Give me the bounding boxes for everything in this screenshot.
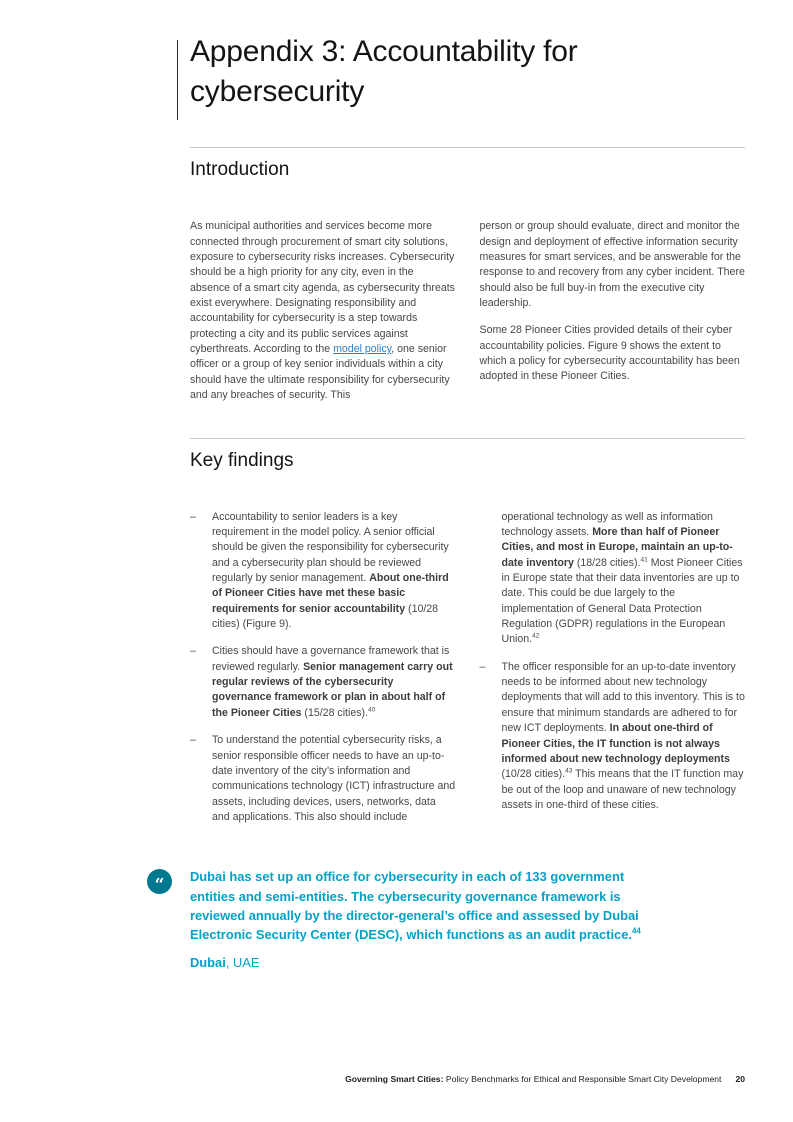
text-segment: Dubai has set up an office for cybersecurity in each of 133 government entities and semi-entities. The cybersecurity governance framework is reviewed annually by the director-general’s office and assessed by Dubai Electronic Security Center (DESC), which functions as an audit practice. bbox=[190, 869, 639, 943]
intro-left-column bbox=[190, 219, 456, 415]
footer-page-number: 20 bbox=[735, 1074, 745, 1084]
footnote-ref: 40 bbox=[368, 706, 376, 714]
footer-title-bold: Governing Smart Cities: bbox=[345, 1074, 444, 1084]
text-segment: (18/28 cities). bbox=[573, 556, 641, 569]
footnote-ref: 41 bbox=[640, 556, 648, 564]
dash-bullet: – bbox=[190, 510, 196, 523]
item-text bbox=[212, 510, 456, 633]
text-segment: Cities should have a governance framework that is reviewed regularly. bbox=[212, 645, 450, 673]
item-text bbox=[212, 733, 456, 825]
key-findings-section bbox=[190, 438, 745, 838]
title-accent-rule bbox=[177, 40, 178, 120]
intro-paragraph bbox=[190, 219, 456, 403]
key-findings-item bbox=[190, 510, 456, 633]
text-segment: As municipal authorities and services become more connected through procurement of smart city solutions, exposure to cybersecurity risks increases. Cybersecurity should be a high priority for any city, even in the absence of a smart city agenda, as cybersecurity threats exist everywhere. Designating responsibility and accountability for cybersecurity is a step towards protecting a city and its public services against cyberthreats. According to the bbox=[190, 220, 455, 356]
text-segment: Senior management carry out regular reviews of the cybersecurity governance framework or plan in about half of the Pioneer Cities bbox=[212, 660, 453, 719]
intro-right-column bbox=[480, 219, 746, 415]
intro-paragraph: person or group should evaluate, direct and monitor the design and deployment of effective information security measures for smart services, and be answerable for the response to and recovery from any cyber incident. There should also be full buy-in from the executive city leadership. bbox=[479, 220, 745, 309]
text-segment: (15/28 cities). bbox=[301, 706, 369, 719]
key-findings-columns bbox=[190, 510, 745, 838]
item-continuation-text bbox=[480, 510, 746, 648]
key-findings-item bbox=[480, 660, 746, 814]
text-segment: To understand the potential cybersecurity risks, a senior responsible officer needs to have an up-to-date inventory of the city’s information and communications technology (ICT) infrastructure and assets, including devices, users, networks, data and applications. This also should include bbox=[212, 734, 456, 823]
key-findings-item bbox=[190, 644, 456, 721]
page-title-line2: cybersecurity bbox=[190, 74, 365, 108]
quote-city: Dubai bbox=[190, 954, 226, 970]
page-title-line1: Appendix 3: Accountability for bbox=[190, 35, 578, 68]
text-segment: The officer responsible for an up-to-date inventory needs to be informed about new technology deployments that will add to this inventory. This is to ensure that minimum standards are adhered to for new ICT deployments. bbox=[501, 660, 745, 735]
dash-bullet: – bbox=[479, 660, 486, 673]
key-findings-item bbox=[190, 733, 456, 825]
key-findings-right-column bbox=[480, 510, 746, 838]
text-segment: More than half of Pioneer Cities, and most in Europe, maintain an up-to-date inventory bbox=[501, 525, 733, 569]
footer-title-rest: Policy Benchmarks for Ethical and Responsible Smart City Development bbox=[443, 1074, 722, 1084]
text-segment: operational technology as well as information technology assets. bbox=[501, 510, 713, 538]
intro-paragraph: Some 28 Pioneer Cities provided details of their cyber accountability policies. Figure 9 shows the extent to which a policy for cybersecurity accountability has been adopted in these Pioneer Cities. bbox=[479, 324, 740, 383]
quote-text bbox=[190, 867, 662, 944]
dash-bullet: – bbox=[190, 734, 196, 747]
model-policy-link[interactable]: model policy bbox=[333, 343, 392, 356]
footnote-ref: 42 bbox=[532, 632, 540, 640]
dash-bullet: – bbox=[190, 645, 196, 658]
text-segment: Accountability to senior leaders is a key requirement in the model policy. A senior official should be given the responsibility for cybersecurity and a cybersecurity plan should be reviewed regularly by senior management. bbox=[212, 510, 449, 584]
text-segment: In about one-third of Pioneer Cities, the IT function is not always informed about new technology deployments bbox=[501, 722, 730, 765]
quote-country: , UAE bbox=[225, 954, 260, 970]
text-segment: (10/28 cities). bbox=[501, 768, 566, 781]
key-findings-left-column bbox=[190, 510, 456, 838]
text-segment: , one senior officer or a group of key senior individuals within a city should have the ultimate responsibility for cybersecurity and any breaches of security. This bbox=[190, 343, 450, 402]
text-segment: (10/28 cities) (Figure 9). bbox=[212, 602, 439, 631]
introduction-heading: Introduction bbox=[190, 159, 290, 181]
text-segment: This means that the IT function may be out of the loop and unaware of new technology assets in one-third of these cities. bbox=[501, 768, 744, 811]
pull-quote bbox=[154, 867, 745, 970]
footnote-ref: 43 bbox=[565, 767, 573, 775]
section-rule bbox=[190, 438, 745, 439]
text-segment: About one-third of Pioneer Cities have met these basic requirements for senior accountability bbox=[212, 571, 449, 615]
introduction-section bbox=[190, 147, 745, 415]
page-title bbox=[190, 32, 745, 111]
item-text bbox=[212, 644, 456, 721]
title-block bbox=[190, 32, 745, 111]
intro-columns bbox=[190, 219, 745, 415]
item-text bbox=[502, 660, 746, 814]
section-rule bbox=[190, 147, 745, 148]
footnote-ref: 44 bbox=[631, 927, 641, 937]
text-segment: Most Pioneer Cities in Europe state that their data inventories are up to date. This could be due largely to the implementation of General Data Protection Regulation (GDPR) regulations in the European Union. bbox=[501, 556, 743, 646]
quote-icon: “ bbox=[147, 869, 172, 894]
key-findings-heading: Key findings bbox=[190, 449, 294, 471]
quote-attribution bbox=[190, 955, 745, 970]
page-footer bbox=[345, 1074, 745, 1084]
